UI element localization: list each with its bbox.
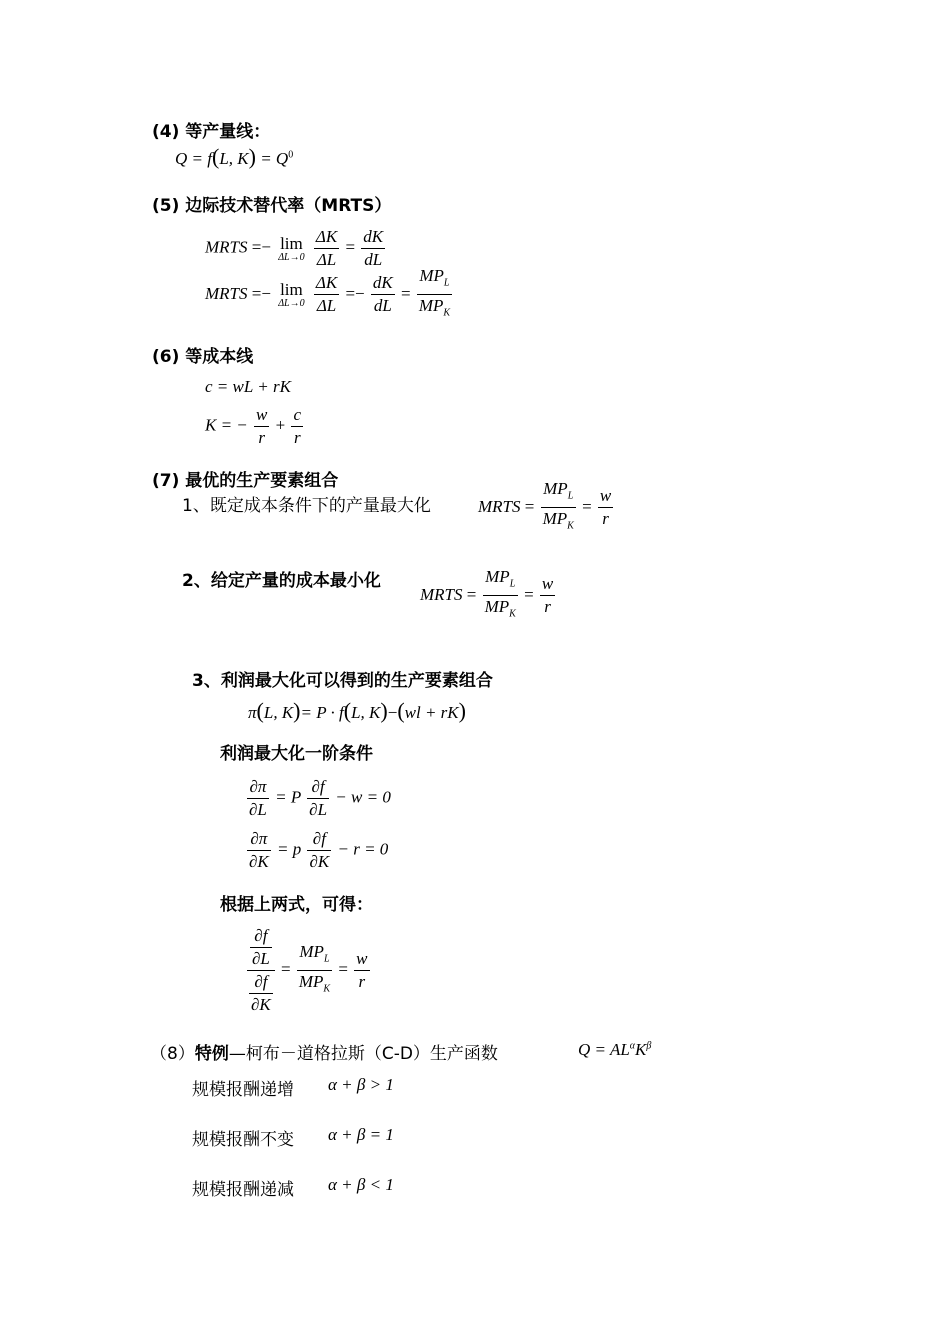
denominator: ∂L [249,800,267,819]
numerator: ∂π [247,776,269,799]
minus-sign: − [355,283,365,303]
mrts-symbol: MRTS [478,496,521,516]
denominator: ∂L [309,800,328,819]
isocost-formula-1: c = wL + rK [205,377,291,396]
cd-lhs: Q = AL [578,1040,630,1059]
lim-subscript: ΔL→0 [278,251,305,263]
fraction [483,566,518,626]
numerator: ΔK [314,272,339,295]
numerator: ∂f [250,925,272,948]
denominator: r [293,428,301,447]
compound-fraction [247,925,275,1016]
denominator: ΔL [316,250,337,269]
minus-sign: − [261,283,271,303]
profit-args: L, K [263,703,294,722]
foc-tail: − w = 0 [335,787,391,807]
item-3-text: 3、利润最大化可以得到的生产要素组合 [192,671,493,691]
section-4-heading: (4) 等产量线： [152,122,271,142]
item-2-text: 2、给定产量的成本最小化 [182,571,381,591]
k-lhs: K = − [205,415,248,435]
section-8-rest: —柯布－道格拉斯（C-D）生产函数 [228,1044,498,1064]
eq-sign: = [338,959,348,979]
sub-l: L [443,277,450,289]
numerator: w [354,948,369,971]
denominator [297,971,332,1000]
profit-cost: wl + rK [404,703,459,722]
beta-exponent: β [646,1040,652,1052]
returns-row-decreasing-label: 规模报酬递减 [192,1180,294,1200]
denominator: ∂K [309,852,330,871]
eq-p: = P [275,787,301,807]
alpha-exponent: α [629,1040,636,1052]
numerator: w [540,573,555,596]
section-5-heading: (5) 边际技术替代率（MRTS） [152,196,392,216]
item-1-text: 1、既定成本条件下的产量最大化 [182,496,431,516]
conclusion-heading: 根据上两式，可得： [220,895,373,915]
numerator: ∂π [247,828,271,851]
mrts-symbol: MRTS [420,584,463,604]
lim-text: lim [280,279,303,299]
isoquant-args: L, K [219,149,249,168]
fraction [250,925,272,970]
fraction [291,404,303,449]
limit-operator [278,235,304,263]
numerator: dK [361,226,385,249]
limit-operator [278,281,304,309]
profit-args: L, K [351,703,381,722]
fraction [254,404,269,449]
mp-text: MP [543,479,568,498]
mrts-formula-2 [205,265,454,325]
mp-text: MP [542,509,568,529]
mp-text: MP [419,266,444,285]
returns-row-decreasing-formula: α + β < 1 [328,1175,394,1194]
fraction [307,828,331,873]
minus-sign: − [387,703,398,722]
sub-k: K [509,608,516,620]
lim-subscript: ΔL→0 [278,297,305,309]
fraction [247,776,269,821]
eq-sign: = [251,237,262,257]
denominator: ΔL [316,296,337,316]
isoquant-rhs: = Q [255,149,289,168]
numerator: ∂f [307,776,329,799]
lim-text: lim [280,233,303,253]
fraction [297,941,332,1001]
eq-sign: = [582,496,592,516]
profit-mid: = P · f [300,703,344,722]
foc-capital [245,828,388,873]
first-order-heading: 利润最大化一阶条件 [220,744,373,764]
numerator: c [291,404,303,427]
section-8-bold: 特例 [194,1044,229,1064]
foc-tail: − r = 0 [337,839,389,859]
mrts-symbol: MRTS [205,283,248,303]
isoquant-formula [175,144,293,170]
plus-sign: + [275,415,286,435]
numerator [483,566,518,596]
numerator: w [598,485,613,508]
numerator [247,925,275,971]
mp-text: MP [418,296,444,316]
fraction [247,828,271,873]
mp-text: MP [485,567,510,586]
denominator: ∂K [249,852,269,871]
eq-sign: = [466,584,477,604]
numerator [297,941,332,971]
denominator: ∂K [251,995,271,1014]
sub-k: K [567,520,574,532]
fraction [540,573,555,618]
eq-sign: = [524,496,535,516]
mp-text: MP [298,972,324,991]
denominator: r [602,509,609,529]
denominator: ∂L [251,949,270,968]
mp-text: MP [484,597,510,617]
returns-row-constant-formula: α + β = 1 [328,1125,394,1144]
isoquant-superscript: 0 [288,149,294,161]
mrts-symbol: MRTS [205,237,248,257]
section-8-label: （8） [150,1044,195,1064]
item-1-formula [478,478,615,538]
eq-sign: = [251,283,262,303]
returns-row-constant-label: 规模报酬不变 [192,1130,294,1150]
numerator: ∂f [249,971,273,994]
item-2-formula [420,566,557,626]
denominator: r [544,597,551,617]
numerator: dK [371,272,395,295]
numerator [541,478,576,508]
denominator [417,295,452,324]
denominator [483,596,518,625]
minus-sign: − [261,237,271,257]
foc-labor [245,776,391,821]
isocost-formula-2 [205,404,305,449]
denominator: r [258,428,266,447]
denominator: r [358,972,366,991]
eq-sign: = [400,283,411,303]
sub-l: L [323,953,330,964]
cobb-douglas-formula [578,1040,651,1060]
mp-text: MP [299,941,324,961]
sub-k: K [323,983,331,995]
fraction [249,971,273,1016]
denominator [247,971,275,1016]
isoquant-lhs: Q = f [175,149,212,168]
denominator: dL [373,296,392,316]
fraction [541,478,576,538]
numerator: w [254,404,269,427]
section-6-heading: (6) 等成本线 [152,347,254,367]
numerator: ∂f [307,828,331,851]
profit-formula: π(L, K)= P · f(L, K)−(wl + rK) [248,698,466,723]
returns-row-increasing-label: 规模报酬递增 [192,1080,294,1100]
paren-close: ) [248,144,256,169]
fraction [417,265,452,325]
fraction [314,272,339,317]
section-8-heading [150,1039,498,1064]
denominator: dL [364,250,383,269]
numerator: ΔK [314,226,339,249]
paren-open: ( [211,144,220,169]
eq-sign: = [345,283,356,303]
denominator [541,508,576,537]
section-7-heading: (7) 最优的生产要素组合 [152,471,339,491]
fraction [598,485,613,530]
numerator [417,265,452,295]
ratio-formula [245,925,372,1016]
fraction [371,272,395,317]
pi-symbol: π [248,703,257,722]
sub-l: L [567,490,574,502]
k-symbol: K [635,1040,647,1059]
eq-sign: = [345,237,356,257]
fraction [354,948,369,993]
eq-p: = p [277,839,302,859]
eq-sign: = [281,959,291,979]
sub-k: K [443,307,451,319]
eq-sign: = [524,584,534,604]
fraction [307,776,329,821]
returns-row-increasing-formula: α + β > 1 [328,1075,394,1094]
sub-l: L [509,578,516,590]
